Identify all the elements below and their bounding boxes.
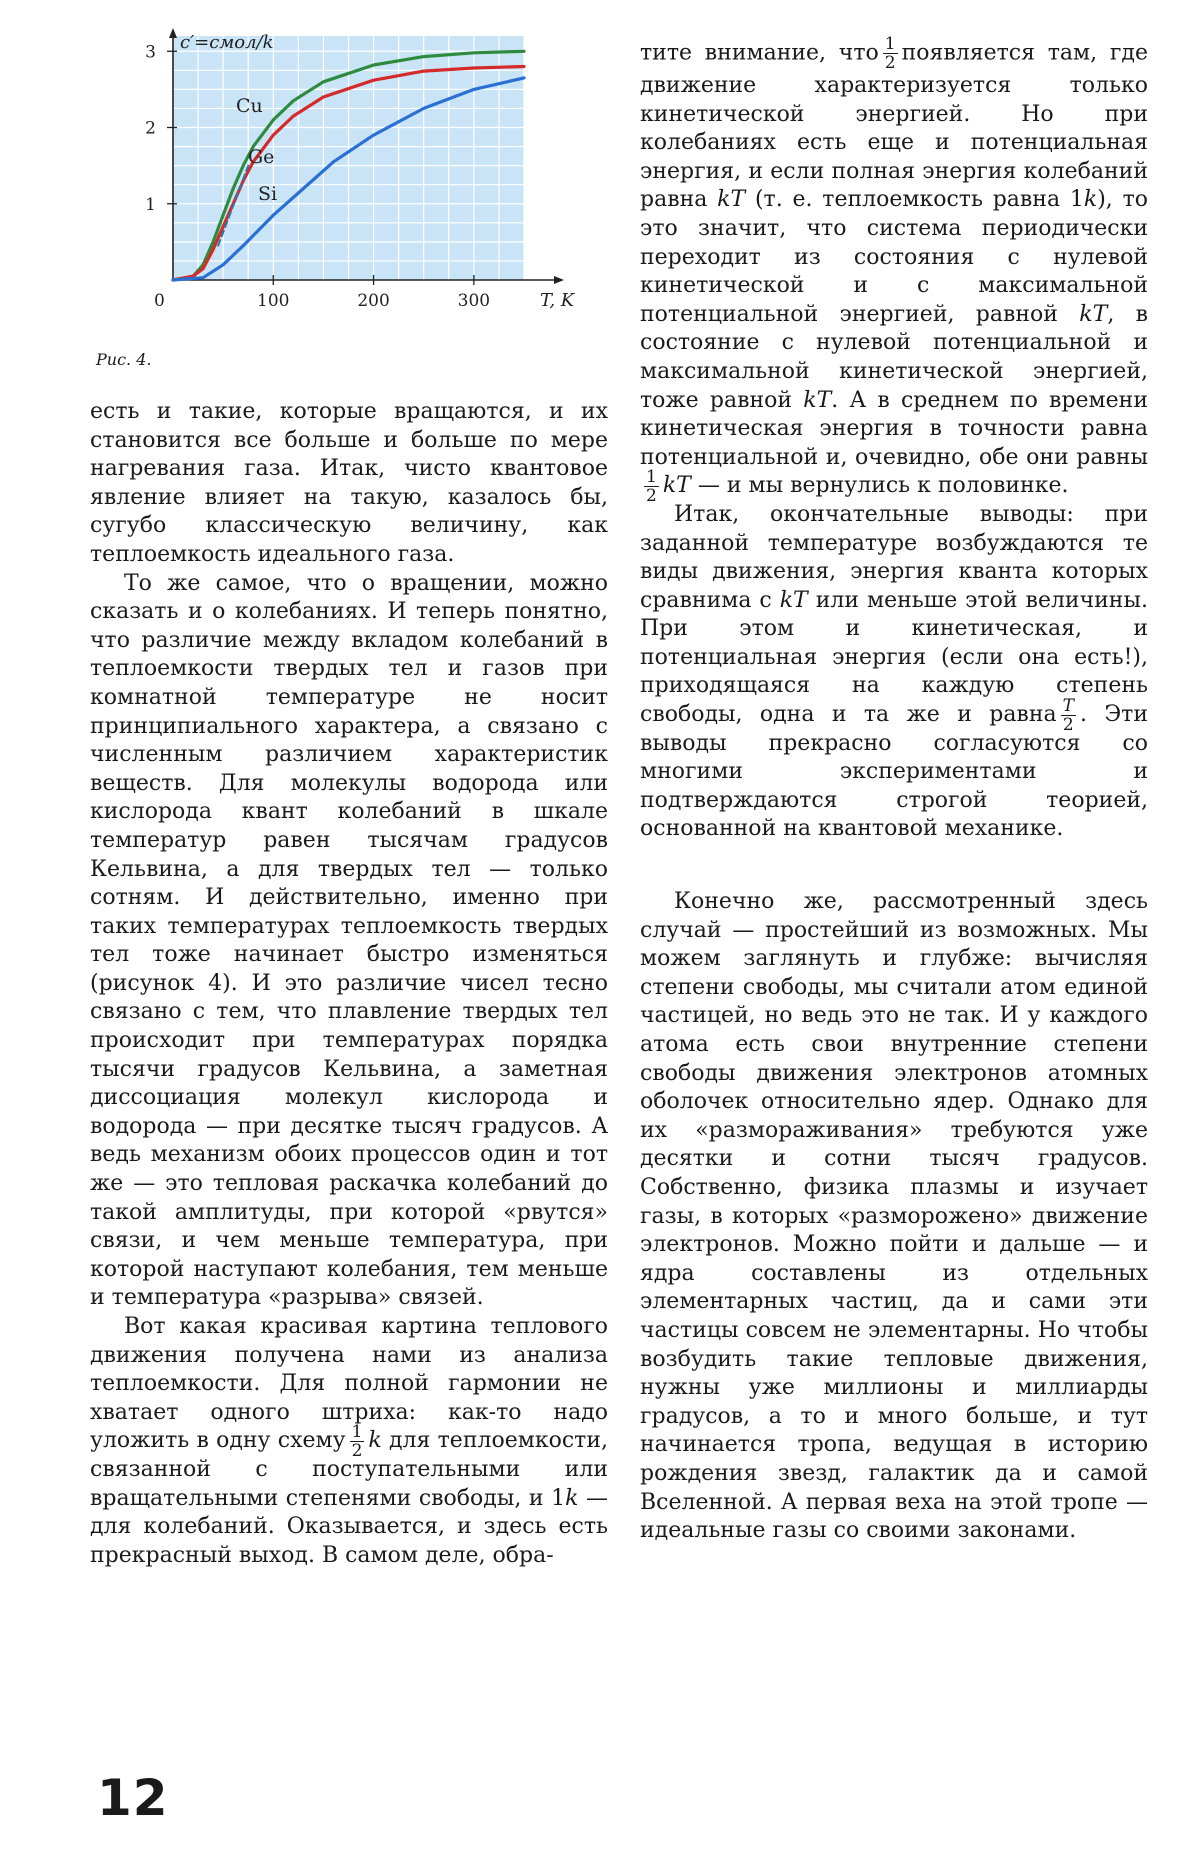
y-axis-label: c′=cмол/k <box>180 32 274 53</box>
fraction-one-half <box>644 468 659 505</box>
fraction-numerator: T <box>1062 695 1074 716</box>
origin-label: 0 <box>154 291 165 311</box>
fraction-numerator: 1 <box>351 1421 363 1442</box>
fraction-T-over-2 <box>1061 697 1076 734</box>
right-p1-text-b: появляется там, где движение характеризуется только кинетической энергией. Но при колебаниях есть еще и потенциальная энергия, и если полная энергия колебаний равна <box>640 40 1148 213</box>
y-tick-label: 3 <box>145 42 156 63</box>
right-p1-text-c: (т. е. теплоемкость равна 1 <box>754 187 1084 213</box>
fraction-numerator: 1 <box>646 466 657 487</box>
left-p3-text-c: — для колебаний. Оказывается, и здесь есть прекрасный выход. В самом деле, обра- <box>90 1485 608 1568</box>
left-column <box>90 398 608 1570</box>
symbol-k: k <box>565 1485 579 1511</box>
right-column <box>640 35 1148 1546</box>
x-tick-label: 200 <box>357 291 390 311</box>
right-p1-text-f: . А в среднем по времени кинетическая энергия в точности равна потенциальной и, очевидно, обе они равны <box>640 387 1148 470</box>
right-p2-text-a: Итак, окончательные выводы: при заданной температуре возбуждаются те виды движения, энергия кванта которых сравнима с <box>640 501 1148 613</box>
figure-4 <box>88 28 608 373</box>
y-tick-label: 2 <box>145 118 156 139</box>
left-paragraph-2: То же самое, что о вращении, можно сказать и о колебаниях. И теперь понятно, что различие между вкладом колебаний в теплоемкости твердых тел и газов при комнатной температуре не носит принципиального характера, а связано с численным различием характеристик веществ. Для молекулы водорода или кислорода квант колебаний в шкале температур равен тысячам градусов Кельвина, а для твердых тел — только сотням. И действительно, именно при таких температурах теплоемкость твердых тел тоже начинает быстро изменяться (рисунок 4). И это различие чисел тесно связано с тем, что плавление твердых тел происходит при температурах порядка тысячи градусов Кельвина, а заметная диссоциация молекул кислорода и водорода — при десятке тысяч градусов. А ведь механизм обоих процессов один и тот же — это тепловая раскачка колебаний до такой амплитуды, при которой «рвутся» связи, и чем меньше температура, при которой наступают колебания, тем меньше и температура «разрыва» связей. <box>90 570 608 1311</box>
right-p1-text-a: тите внимание, что <box>640 40 879 66</box>
figure-caption: Рис. 4. <box>96 350 152 369</box>
symbol-kT: kT <box>803 387 832 413</box>
fraction-denominator: 2 <box>351 1440 363 1461</box>
heat-capacity-chart <box>88 28 608 348</box>
x-tick-label: 100 <box>257 291 290 311</box>
symbol-k: k <box>368 1428 382 1454</box>
left-paragraph-3 <box>90 1313 608 1570</box>
fraction-one-half <box>350 1423 365 1460</box>
y-tick-label: 1 <box>145 194 156 215</box>
fraction-denominator: 2 <box>646 485 657 506</box>
right-p1-text-g: — и мы вернулись к половинке. <box>697 473 1069 499</box>
page-number: 12 <box>97 1769 169 1827</box>
symbol-kT: kT <box>662 473 691 499</box>
fraction-numerator: 1 <box>884 34 896 54</box>
x-tick-label: 300 <box>457 291 491 311</box>
fraction-denominator: 2 <box>884 53 896 73</box>
symbol-k: k <box>1083 187 1098 213</box>
fraction-one-half <box>883 35 898 72</box>
series-label-cu: Cu <box>236 95 263 117</box>
right-p1-text-d: ), то это значит, что система периодически переходит из состояния с нулевой кинетической и с максимальной потенциальной энергией, равной <box>640 187 1148 327</box>
symbol-kT: kT <box>779 587 808 613</box>
left-p3-text-a: Вот какая красивая картина теплового движения получена нами из анализа теплоемкости. Для полной гармонии не хватает одного штриха: как-то надо уложить в одну схему <box>90 1314 608 1454</box>
right-paragraph-3: Конечно же, рассмотренный здесь случай — простейший из возможных. Мы можем заглянуть и глубже: вычисляя степени свободы, мы считали атом единой частицей, но ведь это не так. И у каждого атома есть свои внутренние степени свободы движения электронов атомных оболочек относительно ядер. Однако для их «размораживания» требуются уже десятки и сотни тысяч градусов. Собственно, физика плазмы и изучает газы, в которых «разморожено» движение электронов. Можно пойти и дальше — и ядра составлены из отдельных элементарных частиц, да и сами эти частицы совсем не элементарны. Но чтобы возбудить такие тепловые движения, нужны уже миллионы и миллиарды градусов, а то и много больше, и тут начинается тропа, ведущая в историю рождения звезд, галактик да и самой Вселенной. А первая веха на этой тропе — идеальные газы со своими законами. <box>640 889 1148 1544</box>
right-p2-text-b: или меньше этой величины. При этом и кинетическая, и потенциальная энергия (если она есть!), приходящаяся на каждую степень свободы, одна и та же и равна <box>640 587 1148 728</box>
left-p3-text-b: для теплоемкости, связанной с поступательными или вращательными степенями свободы, и 1 <box>90 1428 608 1511</box>
series-label-ge: Ge <box>248 146 275 168</box>
right-p1-text-e: , в состояние с нулевой потенциальной и максимальной кинетической энергией, тоже равной <box>640 301 1149 413</box>
right-paragraph-2 <box>640 501 1148 844</box>
x-axis-label: T, K <box>540 290 575 311</box>
right-p2-text-c: . Эти выводы прекрасно согласуются со многими экспериментами и подтверждаются строгой теорией, основанной на квантовой механике. <box>640 702 1148 842</box>
series-label-si: Si <box>258 183 278 205</box>
fraction-denominator: 2 <box>1062 714 1074 735</box>
symbol-kT: kT <box>1079 301 1108 327</box>
left-paragraph-1: есть и такие, которые вращаются, и их становится все больше и больше по мере нагревания газа. Итак, чисто квантовое явление влияет на такую, казалось бы, сугубо классическую величину, как теплоемкость идеального газа. <box>90 399 608 567</box>
symbol-kT: kT <box>717 187 746 213</box>
right-paragraph-1 <box>640 34 1149 506</box>
y-axis-arrow <box>169 28 177 38</box>
x-axis-arrow <box>554 276 564 284</box>
